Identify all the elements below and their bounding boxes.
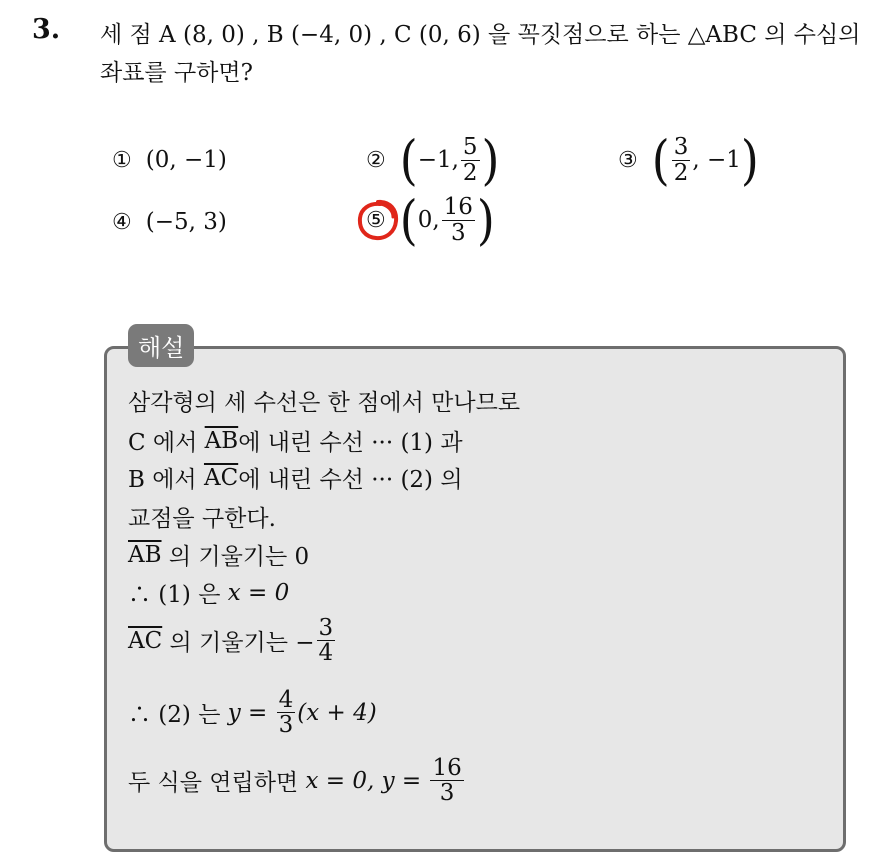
solution-text: 에 내린 수선 ··· (1) 과 (238, 430, 463, 456)
choice-4-marker: ④ (112, 209, 132, 235)
fraction-numerator: 16 (432, 755, 462, 781)
segment-ab: $\overline{AB}$ (204, 427, 239, 454)
solution-text: 삼각형의 세 수선은 한 점에서 만나므로 (128, 390, 521, 416)
question-number: 3. (32, 14, 61, 45)
choice-5-marker-glyph: ⑤ (366, 207, 386, 233)
solution-line-6 (128, 576, 289, 609)
solution-line-3 (128, 461, 463, 494)
question-text-line-2: 좌표를 구하면? (100, 60, 253, 86)
choice-2-marker: ② (366, 147, 386, 173)
choice-3-fraction (672, 135, 691, 184)
open-paren: ( (399, 188, 418, 252)
choice-5-marker (366, 208, 386, 233)
solution-text: 두 식을 연립하면 (128, 770, 299, 797)
choice-5-fraction (442, 195, 475, 244)
solution-text: ∴ (2) 는 (128, 702, 221, 729)
fraction-denominator: 3 (278, 712, 294, 739)
open-paren: ( (399, 128, 418, 192)
fraction-denominator: 2 (462, 159, 478, 186)
solution-line-7 (128, 616, 337, 665)
segment-ac: $\overline{AC}$ (203, 464, 239, 491)
choice-2-first: −1, (417, 147, 459, 173)
choice-2-fraction (461, 135, 480, 184)
equation-fraction (277, 688, 296, 737)
open-paren: ( (651, 128, 670, 192)
question-text-line-1: 세 점 A (8, 0) , B (−4, 0) , C (0, 6) 을 꼭짓점으로 하는 △ABC 의 수심의 (100, 22, 861, 48)
close-paren: ) (740, 128, 759, 192)
fraction-numerator: 5 (462, 134, 478, 161)
fraction-denominator: 3 (450, 219, 466, 246)
equation: x = 0 (227, 579, 290, 606)
choice-1-marker: ① (112, 147, 132, 173)
close-paren: ) (481, 128, 500, 192)
choice-4-text: (−5, 3) (145, 209, 227, 235)
equation: x = 0, y = (305, 767, 422, 794)
solution-text: ∴ (1) 은 (128, 582, 221, 608)
solution-text: B 에서 (128, 467, 197, 493)
choice-4[interactable] (112, 192, 227, 252)
fraction-denominator: 3 (439, 780, 455, 807)
solution-line-1 (128, 384, 520, 417)
fraction-numerator: 16 (443, 194, 473, 221)
equation: y = (227, 699, 268, 726)
slope-fraction (317, 616, 336, 665)
solution-line-2 (128, 424, 463, 457)
red-answer-circle-icon (356, 198, 400, 242)
solution-text: C 에서 (128, 430, 198, 456)
choice-5[interactable] (366, 190, 495, 250)
solution-line-9 (128, 756, 466, 805)
choice-3-marker: ③ (618, 147, 638, 173)
solution-tag: 해설 (128, 324, 194, 367)
solution-line-4 (128, 500, 276, 533)
choice-3-second: , −1 (692, 147, 741, 173)
solution-text: 에 내린 수선 ··· (2) 의 (238, 467, 463, 493)
fraction-denominator: 4 (318, 640, 334, 667)
equation: (x + 4) (297, 699, 377, 726)
solution-line-8 (128, 688, 377, 737)
choice-2[interactable] (366, 130, 500, 190)
choice-5-first: 0, (417, 207, 440, 233)
solution-line-5 (128, 538, 309, 571)
fraction-numerator: 4 (278, 687, 294, 713)
choice-1-text: (0, −1) (145, 147, 227, 173)
solution-text: 의 기울기는 − (169, 630, 315, 657)
close-paren: ) (476, 188, 495, 252)
segment-ab: $\overline{AB}$ (128, 541, 162, 568)
choice-1[interactable] (112, 130, 227, 190)
fraction-numerator: 3 (673, 134, 689, 161)
fraction-numerator: 3 (318, 615, 334, 641)
choice-3[interactable] (618, 130, 759, 190)
segment-ac: $\overline{AC}$ (128, 627, 163, 654)
fraction-denominator: 2 (673, 159, 689, 186)
solution-text: 의 기울기는 0 (168, 544, 310, 570)
answer-fraction (430, 756, 463, 805)
solution-text: 교점을 구한다. (128, 506, 276, 532)
